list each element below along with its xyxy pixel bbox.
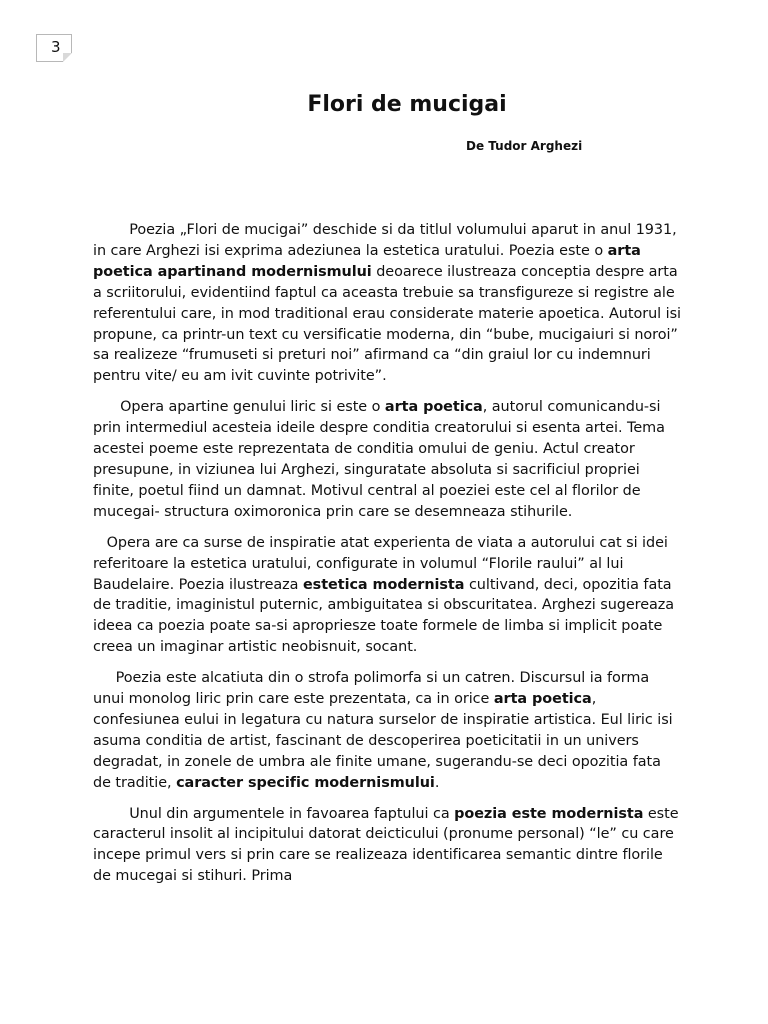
paragraph — [93, 804, 683, 888]
text-run: Opera are ca surse de inspiratie atat experienta de viata a autorului cat si idei referitoare la estetica uratului, configurate in volumul “Florile raului” al lui Baudelaire. Poezia ilustreaza — [93, 534, 668, 593]
text-run: , autorul comunicandu-si prin intermediul acesteia ideile despre conditia creatorului si esenta artei. Tema acestei poeme este reprezentata de conditia omului de geniu. Actul creator presupune, in viziunea lui Arghezi, singuratate absoluta si sacrificiul propriei finite, poetul fiind un damnat. Motivul central al poeziei este cel al florilor de mucegai- structura oximoronica prin care se desemneaza stihurile. — [93, 399, 665, 520]
bold-text-run: arta poetica — [493, 691, 592, 708]
paragraph-indent — [93, 399, 120, 415]
paragraph-indent — [93, 806, 129, 822]
text-run: Poezia este alcatiuta din o strofa polimorfa si un catren. Discursul ia forma unui monolog liric prin care este prezentata, ca in orice — [93, 670, 650, 708]
text-run: este caracterul insolit al incipitului datorat deicticului (pronume personal) “le” cu care incepe primul vers si prin care se realizeaza identificarea semantic dintre florile de mucegai si stihuri. Prima — [93, 805, 679, 885]
paragraph — [93, 397, 683, 522]
paragraph — [93, 220, 683, 387]
text-run: Poezia „Flori de mucigai” deschide si da titlul volumului aparut in anul 1931, in care Arghezi isi exprima adeziunea la estetica uratului. Poezia este o — [93, 222, 677, 259]
bold-text-run: poezia este modernista — [454, 805, 644, 822]
bold-text-run: arta poetica apartinand modernismului — [93, 242, 641, 280]
paragraph-indent — [93, 222, 129, 238]
paragraph-indent — [93, 670, 116, 686]
text-run: Unul din argumentele in favoarea faptului ca — [129, 805, 455, 822]
text-run: , confesiunea eului in legatura cu natura surselor de inspiratie artistica. Eul liric isi asuma conditia de artist, fascinant de descoperirea poeticitatii in un univers degradat, in zonele de umbra ale finite umane, sugerandu-se deci opozitia fata de traditie, — [93, 691, 673, 791]
text-run: cultivand, deci, opozitia fata de traditie, imaginistul puternic, ambiguitatea si obscuritatea. Arghezi sugereaza ideea ca poezia poate sa-si apropriesze toate formele de limba si implicit poate creea un imaginar artistic neobisnuit, socant. — [93, 576, 675, 656]
text-run: Opera apartine genului liric si este o — [120, 399, 385, 416]
document-body — [93, 220, 683, 897]
bold-text-run: estetica modernista — [302, 576, 465, 593]
paragraph — [93, 668, 683, 793]
paragraph — [93, 533, 683, 658]
text-run: deoarece ilustreaza conceptia despre arta a scriitorului, evidentiind faptul ca aceasta trebuie sa transfigureze si registre ale referentului care, in mod traditional erau considerate materie apoetica. Autorul isi propune, ca printr-un text cu versificatie moderna, din “bube, mucigaiuri si noroi” sa realizeze “frumuseti si preturi noi” afirmand ca “din graiul lor cu indemnuri pentru vite/ eu am ivit cuvinte potrivite”. — [93, 263, 681, 385]
bold-text-run: caracter specific modernismului — [176, 774, 435, 791]
page-number: 3 — [51, 38, 61, 56]
text-run: . — [434, 774, 440, 791]
page-number-box — [36, 34, 72, 62]
document-title: Flori de mucigai — [307, 92, 507, 117]
document-author: De Tudor Arghezi — [466, 139, 583, 153]
paragraph-indent — [93, 535, 107, 551]
bold-text-run: arta poetica — [384, 399, 483, 416]
